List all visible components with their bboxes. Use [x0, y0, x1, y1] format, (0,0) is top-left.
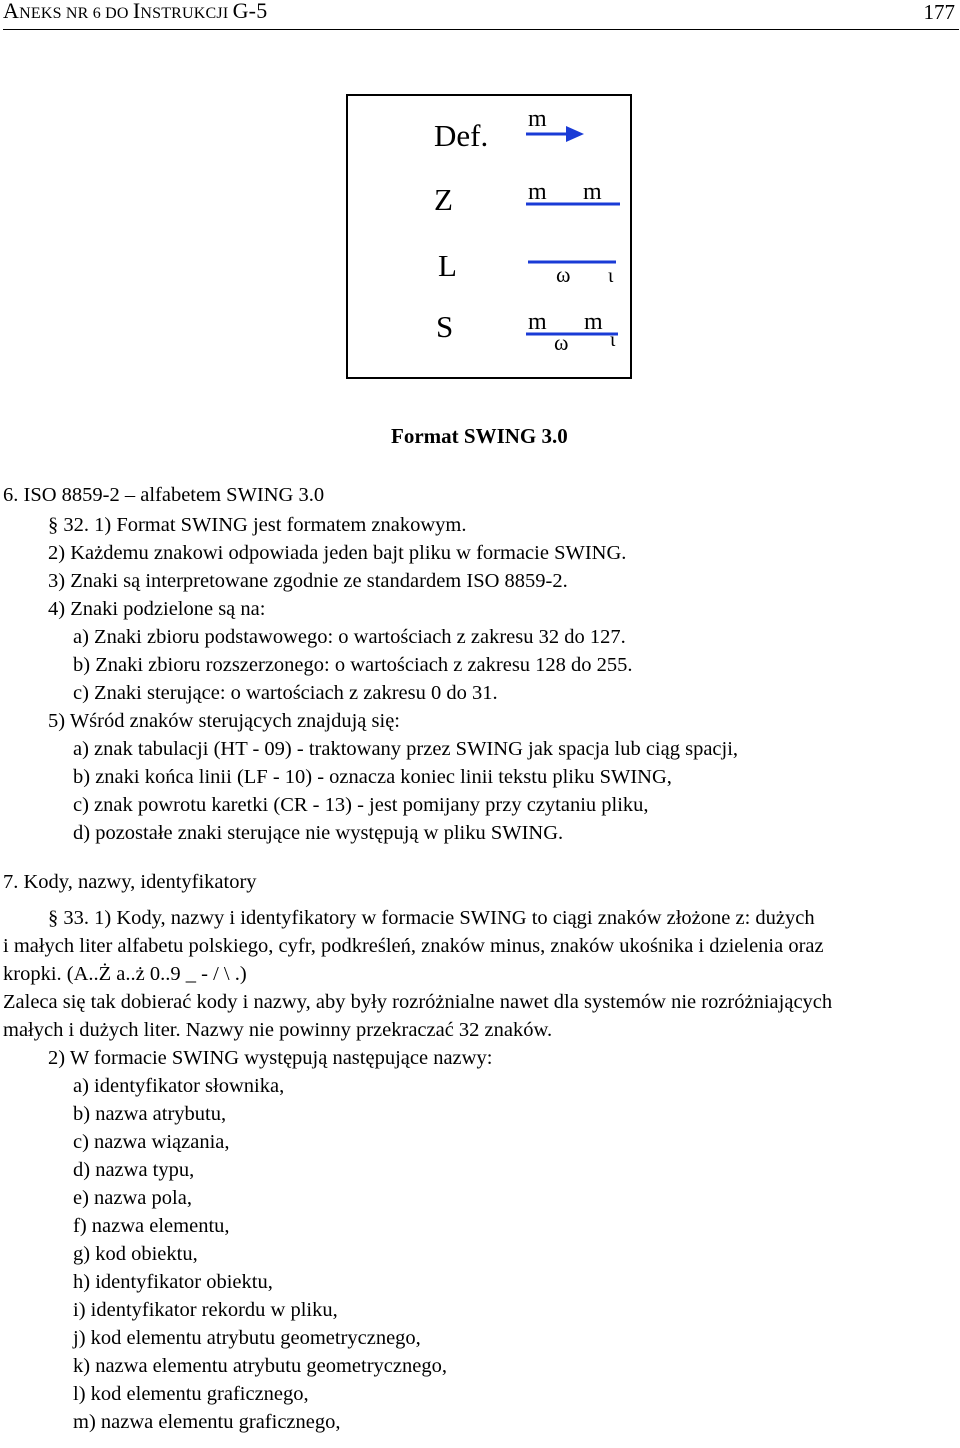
s7-item-c: c) nazwa wiązania, — [73, 1131, 230, 1153]
def-point-glyph: m — [528, 106, 547, 132]
s7-item-g: g) kod obiektu, — [73, 1243, 198, 1265]
s7-para1-line-3: kropki. (A..Ż a..ż 0..9 _ - / \ .) — [3, 963, 247, 985]
s6-line-4b: b) Znaki zbioru rozszerzonego: o wartościach z zakresu 128 do 255. — [73, 654, 633, 676]
s7-intro-2: 2) W formacie SWING występują następujące nazwy: — [48, 1047, 493, 1069]
running-header — [3, 0, 267, 24]
l-glyph-sub: ω — [556, 262, 571, 287]
s6-line-4c: c) Znaki sterujące: o wartościach z zakresu 0 do 31. — [73, 682, 498, 704]
s-glyph-sub: ω — [554, 330, 569, 355]
s7-item-a: a) identyfikator słownika, — [73, 1075, 285, 1097]
s7-item-f: f) nazwa elementu, — [73, 1215, 230, 1237]
s7-item-k: k) nazwa elementu atrybutu geometrycznego, — [73, 1355, 447, 1377]
s6-line-5: 5) Wśród znaków sterujących znajdują się: — [48, 710, 400, 732]
def-arrow-head — [566, 126, 584, 142]
section-6-title: 6. ISO 8859-2 – alfabetem SWING 3.0 — [3, 484, 325, 506]
s6-line-3: 3) Znaki są interpretowane zgodnie ze standardem ISO 8859-2. — [48, 570, 568, 592]
s-glyph-left: m — [528, 309, 547, 335]
s7-para1-line-5: małych i dużych liter. Nazwy nie powinny przekraczać 32 znaków. — [3, 1019, 553, 1041]
s7-para1-line-1: § 33. 1) Kody, nazwy i identyfikatory w formacie SWING to ciągi znaków złożone z: dużych — [48, 907, 815, 929]
s7-item-l: l) kod elementu graficznego, — [73, 1383, 309, 1405]
section-7-title: 7. Kody, nazwy, identyfikatory — [3, 871, 257, 893]
s7-para1-line-2: i małych liter alfabetu polskiego, cyfr, podkreśleń, znaków minus, znaków ukośnika i dzielenia oraz — [3, 935, 824, 957]
s7-item-j: j) kod elementu atrybutu geometrycznego, — [73, 1327, 421, 1349]
header-rule — [3, 29, 959, 30]
s6-line-1: § 32. 1) Format SWING jest formatem znakowym. — [48, 514, 467, 536]
s-glyph-end: ι — [610, 329, 616, 351]
l-line-symbol — [528, 262, 616, 287]
header-part-g: G-5 — [232, 0, 268, 23]
s6-line-4: 4) Znaki podzielone są na: — [48, 598, 266, 620]
s6-line-5c: c) znak powrotu karetki (CR - 13) - jest pomijany przy czytaniu pliku, — [73, 794, 649, 816]
legend-label-l: L — [438, 248, 457, 283]
figure-caption: Format SWING 3.0 — [391, 424, 568, 448]
def-arrow-symbol — [526, 106, 584, 142]
s6-line-4a: a) Znaki zbioru podstawowego: o wartościach z zakresu 32 do 127. — [73, 626, 626, 648]
s7-item-m: m) nazwa elementu graficznego, — [73, 1411, 341, 1433]
s-glyph-right: m — [584, 309, 603, 335]
legend-symbols — [348, 96, 634, 381]
s6-line-5a: a) znak tabulacji (HT - 09) - traktowany przez SWING jak spacja lub ciąg spacji, — [73, 738, 739, 760]
legend-label-s: S — [436, 309, 454, 344]
header-part-2: NSTRUKCJI — [140, 5, 233, 22]
s7-item-i: i) identyfikator rekordu w pliku, — [73, 1299, 338, 1321]
legend-figure — [346, 94, 632, 379]
s7-item-b: b) nazwa atrybutu, — [73, 1103, 227, 1125]
s7-item-e: e) nazwa pola, — [73, 1187, 192, 1209]
legend-label-def: Def. — [434, 118, 489, 153]
z-line-symbol — [526, 179, 620, 205]
page-number: 177 — [923, 0, 955, 24]
header-cap-a: A — [3, 0, 20, 23]
s6-line-5b: b) znaki końca linii (LF - 10) - oznacza koniec linii tekstu pliku SWING, — [73, 766, 672, 788]
header-part-1: NEKS NR 6 DO — [19, 5, 133, 22]
s7-item-h: h) identyfikator obiektu, — [73, 1271, 273, 1293]
legend-label-z: Z — [434, 182, 453, 217]
s7-item-d: d) nazwa typu, — [73, 1159, 195, 1181]
s6-line-5d: d) pozostałe znaki sterujące nie występują w pliku SWING. — [73, 822, 564, 844]
header-cap-i: I — [132, 0, 141, 23]
l-glyph-end: ι — [608, 265, 614, 287]
z-glyph-left: m — [528, 179, 547, 205]
s-line-symbol — [526, 309, 618, 355]
z-glyph-right: m — [583, 179, 602, 205]
s6-line-2: 2) Każdemu znakowi odpowiada jeden bajt pliku w formacie SWING. — [48, 542, 627, 564]
s7-para1-line-4: Zaleca się tak dobierać kody i nazwy, aby były rozróżnialne nawet dla systemów nie rozróżniających — [3, 991, 833, 1013]
